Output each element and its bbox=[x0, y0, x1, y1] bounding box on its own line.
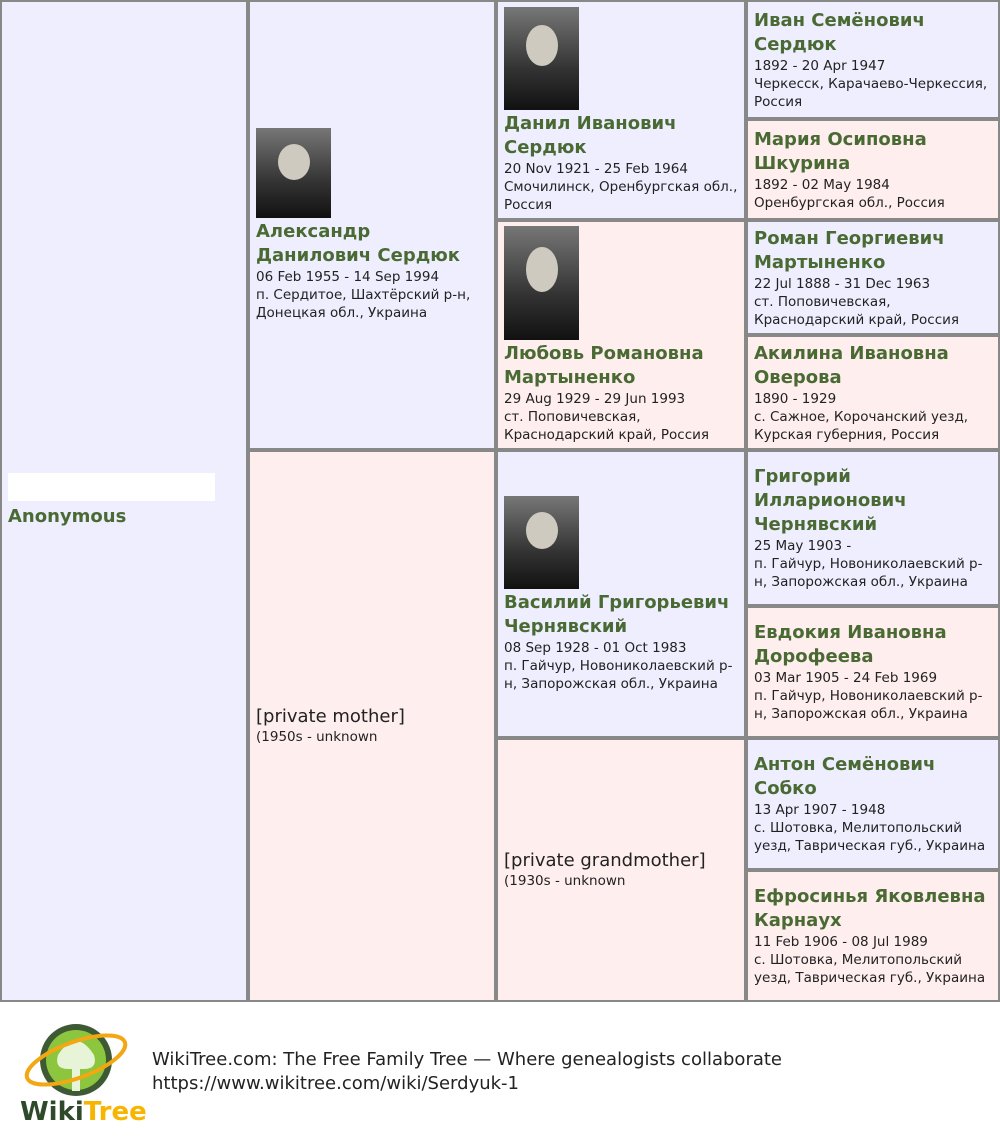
person-place: с. Шотовка, Мелитопольский уезд, Таврическая губ., Украина bbox=[754, 952, 986, 986]
person-place: Оренбургская обл., Россия bbox=[754, 194, 945, 211]
person-name-link[interactable]: Мария Осиповна Шкурина bbox=[754, 128, 927, 174]
person-name-link[interactable]: Anonymous bbox=[8, 506, 127, 527]
person-cell-g6 bbox=[746, 606, 1000, 738]
person-dates: 1892 - 02 May 1984 bbox=[754, 176, 890, 193]
person-name-link[interactable]: Василий Григорьевич Чернявский bbox=[504, 591, 730, 637]
person-name-link[interactable]: Ефросинья Яковлевна Карнаух bbox=[754, 886, 986, 931]
person-dates: 08 Sep 1928 - 01 Oct 1983 bbox=[504, 639, 687, 656]
person-dates: 1890 - 1929 bbox=[754, 390, 837, 407]
photo-placeholder bbox=[8, 473, 215, 501]
person-cell-g3 bbox=[746, 220, 1000, 335]
person-dates: 1892 - 20 Apr 1947 bbox=[754, 57, 886, 74]
person-cell-g2 bbox=[746, 119, 1000, 220]
person-place: с. Сажное, Корочанский уезд, Курская губерния, Россия bbox=[754, 408, 969, 443]
person-name-link[interactable]: Григорий Илларионович Чернявский bbox=[754, 466, 907, 535]
person-place: п. Сердитое, Шахтёрский р-н, Донецкая обл., Украина bbox=[256, 287, 471, 321]
wikitree-logo[interactable] bbox=[18, 1020, 147, 1127]
person-name-link[interactable]: Роман Георгиевич Мартыненко bbox=[754, 227, 945, 273]
private-person-label[interactable]: [private grandmother] bbox=[504, 850, 706, 871]
person-cell-g5 bbox=[746, 450, 1000, 606]
person-cell-g8 bbox=[746, 870, 1000, 1002]
person-place: ст. Поповичевская, Краснодарский край, Россия bbox=[504, 409, 710, 443]
person-cell-pgm bbox=[496, 220, 746, 450]
person-cell-pgf bbox=[496, 0, 746, 220]
person-cell-father bbox=[248, 0, 496, 450]
person-dates: 25 May 1903 - bbox=[754, 538, 852, 554]
person-photo[interactable] bbox=[504, 496, 579, 589]
person-name-link[interactable]: Антон Семёнович Собко bbox=[754, 754, 936, 799]
person-name-link[interactable]: Любовь Романовна Мартыненко bbox=[504, 343, 704, 388]
person-name-link[interactable]: Александр Данилович Сердюк bbox=[256, 221, 460, 266]
person-name-link[interactable]: Иван Семёнович Сердюк bbox=[754, 9, 925, 55]
person-dates: 20 Nov 1921 - 25 Feb 1964 bbox=[504, 160, 688, 177]
person-cell-root bbox=[0, 0, 248, 1002]
person-dates: 22 Jul 1888 - 31 Dec 1963 bbox=[754, 275, 931, 292]
person-dates: (1950s - unknown bbox=[256, 729, 378, 745]
profile-url-link[interactable]: https://www.wikitree.com/wiki/Serdyuk-1 bbox=[152, 1073, 519, 1094]
person-name-link[interactable]: Данил Иванович Сердюк bbox=[504, 112, 677, 158]
person-cell-g7 bbox=[746, 738, 1000, 870]
svg-text:WikiTree: WikiTree bbox=[20, 1097, 147, 1127]
person-place: с. Шотовка, Мелитопольский уезд, Таврическая губ., Украина bbox=[754, 820, 986, 854]
person-place: Смочилинск, Оренбургская обл., Россия bbox=[504, 178, 738, 213]
person-dates: 11 Feb 1906 - 08 Jul 1989 bbox=[754, 934, 928, 950]
person-cell-g1 bbox=[746, 0, 1000, 119]
tagline: WikiTree.com: The Free Family Tree — Where genealogists collaborate bbox=[152, 1049, 782, 1070]
person-place: ст. Поповичевская, Краснодарский край, Россия bbox=[754, 293, 960, 328]
person-place: Черкесск, Карачаево-Черкессия, Россия bbox=[754, 75, 988, 110]
person-photo[interactable] bbox=[256, 128, 331, 218]
person-place: п. Гайчур, Новониколаевский р-н, Запорожская обл., Украина bbox=[504, 657, 733, 692]
person-cell-mgf bbox=[496, 450, 746, 738]
person-name-link[interactable]: Акилина Ивановна Оверова bbox=[754, 342, 949, 388]
person-photo[interactable] bbox=[504, 226, 579, 340]
person-dates: 29 Aug 1929 - 29 Jun 1993 bbox=[504, 391, 686, 407]
person-dates: 13 Apr 1907 - 1948 bbox=[754, 802, 886, 818]
person-place: п. Гайчур, Новониколаевский р-н, Запорожская обл., Украина bbox=[754, 688, 983, 722]
footer bbox=[0, 1002, 1000, 1139]
person-photo[interactable] bbox=[504, 7, 579, 110]
person-dates: 06 Feb 1955 - 14 Sep 1994 bbox=[256, 269, 440, 285]
person-cell-mother bbox=[248, 450, 496, 1002]
person-name-link[interactable]: Евдокия Ивановна Дорофеева bbox=[754, 622, 947, 667]
person-dates: 03 Mar 1905 - 24 Feb 1969 bbox=[754, 670, 938, 686]
person-cell-mgm bbox=[496, 738, 746, 1002]
private-person-label[interactable]: [private mother] bbox=[256, 706, 405, 727]
person-dates: (1930s - unknown bbox=[504, 873, 626, 889]
person-cell-g4 bbox=[746, 335, 1000, 450]
person-place: п. Гайчур, Новониколаевский р-н, Запорожская обл., Украина bbox=[754, 556, 983, 590]
